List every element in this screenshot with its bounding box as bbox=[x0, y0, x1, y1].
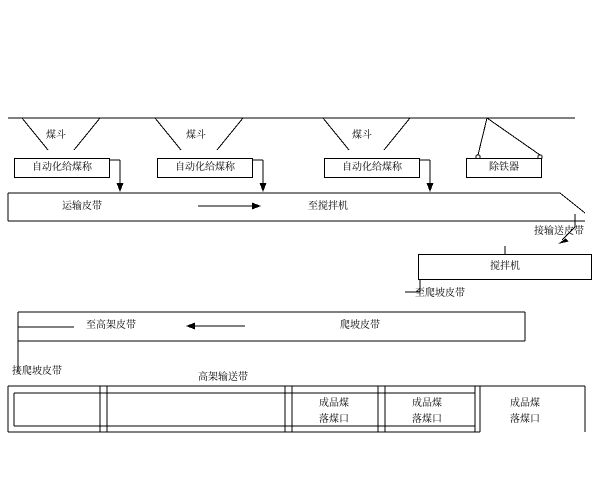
chute-label-1-line2: 落煤口 bbox=[319, 414, 349, 425]
hopper-label-2: 煤斗 bbox=[186, 130, 206, 141]
chute-label-3-line1: 成品煤 bbox=[510, 398, 540, 409]
receiving-belt-label: 接输送皮带 bbox=[534, 226, 584, 237]
feeder-box-3[interactable]: 自动化给煤称 bbox=[324, 158, 420, 178]
transport-belt-label: 运输皮带 bbox=[62, 201, 102, 212]
hopper-label-1: 煤斗 bbox=[46, 130, 66, 141]
to-mixer-label: 至搅拌机 bbox=[308, 201, 348, 212]
chute-label-2-line2: 落煤口 bbox=[412, 414, 442, 425]
feeder-box-2[interactable]: 自动化给煤称 bbox=[157, 158, 253, 178]
chute-label-1-line1: 成品煤 bbox=[319, 398, 349, 409]
to-climb-belt-label: 至爬坡皮带 bbox=[415, 288, 465, 299]
climb-belt-label: 爬坡皮带 bbox=[340, 320, 380, 331]
hopper-label-3: 煤斗 bbox=[352, 130, 372, 141]
chute-label-3-line2: 落煤口 bbox=[510, 414, 540, 425]
receive-climb-belt-label: 接爬坡皮带 bbox=[12, 366, 62, 377]
mixer-box[interactable]: 搅拌机 bbox=[418, 254, 592, 280]
feeder-box-1[interactable]: 自动化给煤称 bbox=[14, 158, 110, 178]
deironer-box[interactable]: 除铁器 bbox=[466, 158, 542, 178]
chute-label-2-line1: 成品煤 bbox=[412, 398, 442, 409]
elevated-belt-label: 高架输送带 bbox=[198, 372, 248, 383]
to-elevated-belt-label: 至高架皮带 bbox=[86, 320, 136, 331]
